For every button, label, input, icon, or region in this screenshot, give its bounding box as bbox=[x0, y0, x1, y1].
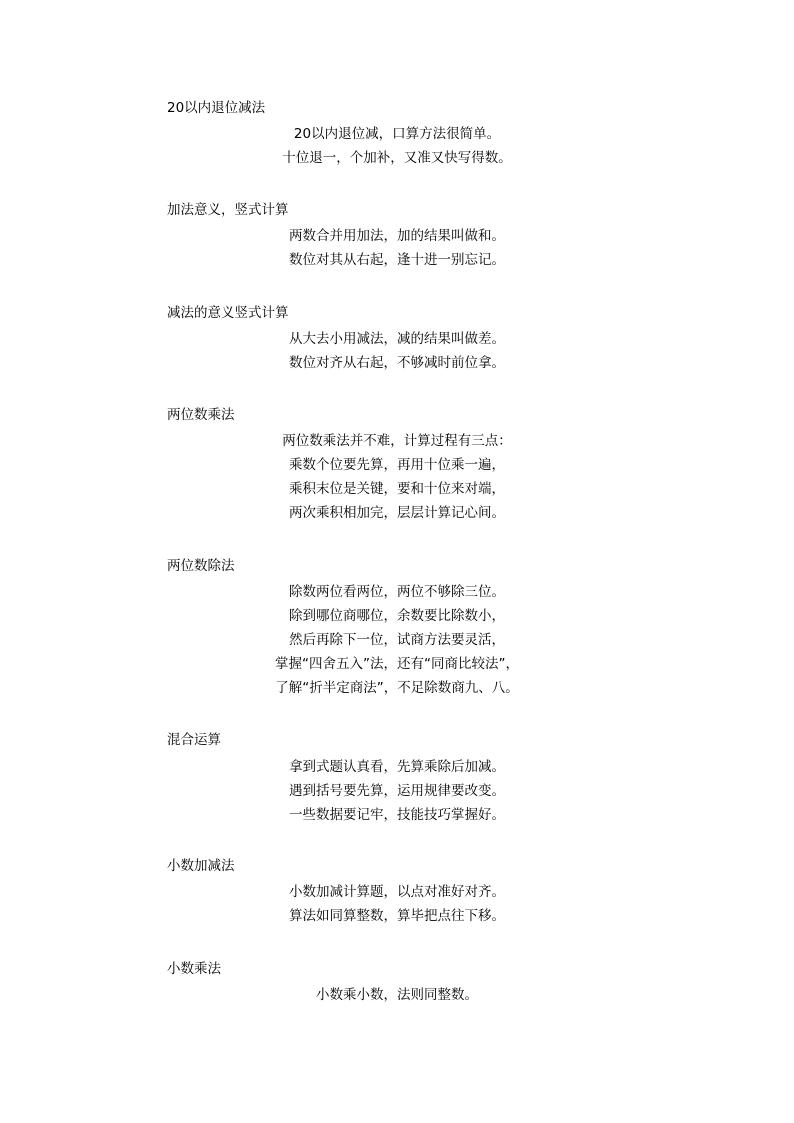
verse-line: 拿到式题认真看，先算乘除后加减。 bbox=[289, 759, 505, 775]
verse-line: 掌握“四舍五入”法，还有“同商比较法”， bbox=[275, 656, 519, 672]
verse-line: 两次乘积相加完，层层计算记心间。 bbox=[289, 505, 505, 521]
section-heading: 混合运算 bbox=[167, 732, 221, 748]
verse-line: 两位数乘法并不难，计算过程有三点： bbox=[282, 433, 512, 449]
section-heading: 两位数除法 bbox=[167, 558, 235, 574]
verse-line: 从大去小用减法，减的结果叫做差。 bbox=[289, 331, 505, 347]
verse-line: 小数乘小数，法则同整数。 bbox=[316, 987, 478, 1003]
section-heading: 减法的意义竖式计算 bbox=[167, 305, 289, 321]
verse-line: 数位对其从右起，逢十进一别忘记。 bbox=[289, 252, 505, 268]
verse-line: 然后再除下一位，试商方法要灵活， bbox=[289, 632, 505, 648]
section-heading: 20以内退位减法 bbox=[167, 100, 266, 116]
verse-line: 算法如同算整数，算毕把点往下移。 bbox=[289, 908, 505, 924]
section-heading: 小数乘法 bbox=[167, 961, 221, 977]
verse-line: 两数合并用加法，加的结果叫做和。 bbox=[289, 228, 505, 244]
verse-line: 小数加减计算题，以点对准好对齐。 bbox=[289, 884, 505, 900]
verse-line: 除到哪位商哪位，余数要比除数小， bbox=[289, 608, 505, 624]
verse-line: 遇到括号要先算，运用规律要改变。 bbox=[289, 783, 505, 799]
verse-line: 乘数个位要先算，再用十位乘一遍， bbox=[289, 457, 505, 473]
verse-line: 一些数据要记牢，技能技巧掌握好。 bbox=[289, 807, 505, 823]
section-heading: 小数加减法 bbox=[167, 858, 235, 874]
verse-line: 除数两位看两位，两位不够除三位。 bbox=[289, 584, 505, 600]
verse-line: 了解“折半定商法”，不足除数商九、八。 bbox=[275, 680, 519, 696]
section-heading: 两位数乘法 bbox=[167, 407, 235, 423]
verse-line: 十位退一，个加补，又准又快写得数。 bbox=[282, 150, 512, 166]
section-heading: 加法意义，竖式计算 bbox=[167, 202, 289, 218]
verse-line: 数位对齐从右起，不够减时前位拿。 bbox=[289, 355, 505, 371]
verse-line: 乘积末位是关键，要和十位来对端， bbox=[289, 481, 505, 497]
verse-line: 20以内退位减，口算方法很简单。 bbox=[293, 126, 501, 142]
